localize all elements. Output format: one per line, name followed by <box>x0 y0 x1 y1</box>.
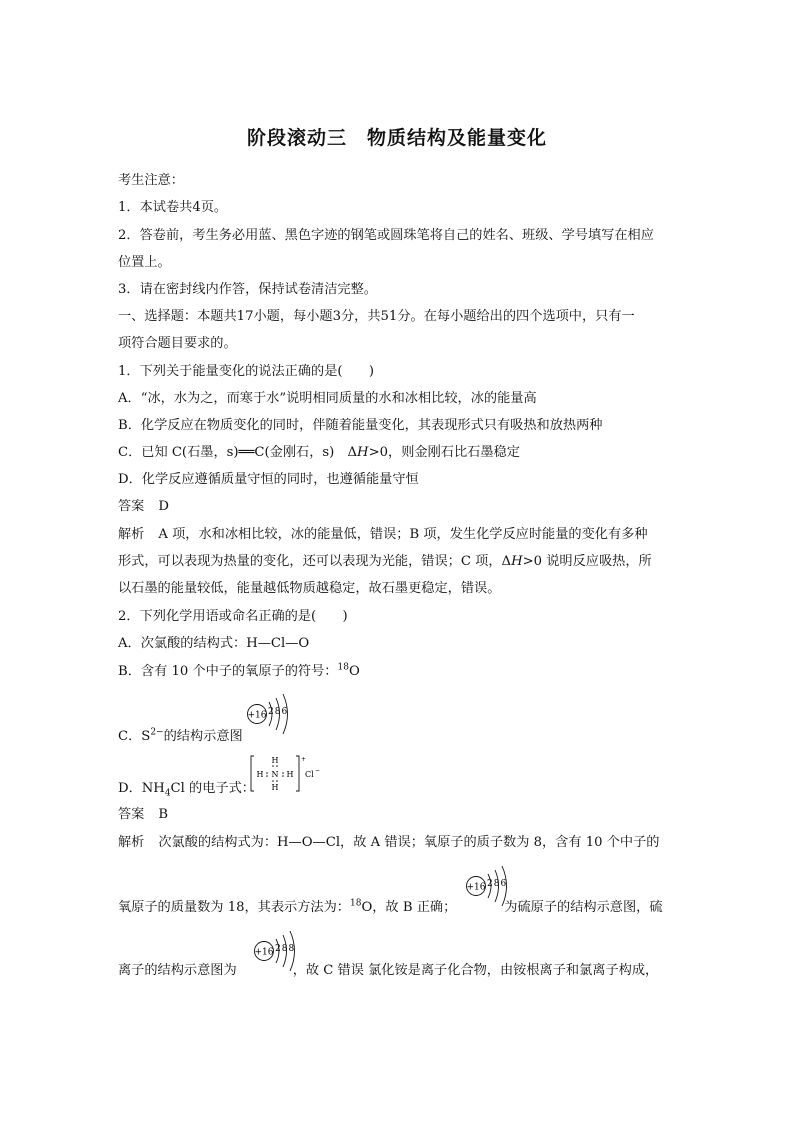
nh4cl-electron-formula <box>250 753 320 799</box>
s-atom-structure-diagram <box>464 862 524 912</box>
q1-analysis-3: 以石墨的能量较低，能量越低物质越稳定，故石墨更稳定，错误。 <box>118 581 501 596</box>
nh4-h-left: H <box>256 770 264 779</box>
q2-analysis-2 <box>118 899 663 917</box>
notice-item-2b: 位置上。 <box>118 255 171 270</box>
diagram-ion-nucleus: +16 <box>254 947 274 958</box>
q2-option-d-pre: D．NH <box>118 781 165 796</box>
q2-analysis-2-pre: 氧原子的质量数为 18，其表示方法为： <box>118 900 350 915</box>
q2-answer-label: 答案 <box>118 807 145 822</box>
cl-charge: − <box>315 767 320 774</box>
notice-item-3: 3．请在密封线内作答，保持试卷清洁完整。 <box>118 282 377 297</box>
q1-analysis-2-h: H <box>511 554 523 569</box>
q2-option-a: A．次氯酸的结构式：H—Cl—O <box>118 636 310 651</box>
diagram-c-shells: 286 <box>268 707 289 717</box>
q2-stem: 2．下列化学用语或命名正确的是( ) <box>118 609 348 624</box>
q2-analysis-3-post: ，故 C 错误 氯化铵是离子化合物，由铵根离子和氯离子构成， <box>292 963 659 978</box>
q1-analysis-label: 解析 <box>118 527 145 542</box>
q2-option-c-charge: 2− <box>150 727 164 738</box>
diagram-atom-nucleus: +16 <box>466 882 486 893</box>
s-ion-structure-diagram-c <box>245 690 305 740</box>
q2-answer <box>118 806 168 824</box>
notice-item-1: 1．本试卷共4页。 <box>118 200 228 215</box>
q2-option-d <box>118 780 255 798</box>
q1-option-d: D．化学反应遵循质量守恒的同时，也遵循能量守恒 <box>118 472 419 487</box>
q2-analysis-3 <box>118 962 658 980</box>
q2-option-c-pre: C．S <box>118 729 151 744</box>
q1-answer <box>118 498 169 516</box>
q1-analysis-1 <box>118 526 648 544</box>
notice-item-2a: 2．答卷前，考生务必用蓝、黑色字迹的钢笔或圆珠笔将自己的姓名、班级、学号填写在相应 <box>118 228 654 243</box>
q2-option-b-element: O <box>348 664 360 679</box>
nh4-h-top: H <box>271 756 279 765</box>
cl-symbol: Cl <box>305 770 314 779</box>
q1-option-b: B．化学反应在物质变化的同时，伴随着能量变化，其表现形式只有吸热和放热两种 <box>118 418 603 433</box>
nh4-n: N <box>271 770 279 779</box>
q2-analysis-1 <box>118 834 659 852</box>
q1-answer-value: D <box>158 499 169 514</box>
q2-analysis-2-element: O，故 B 正确； <box>361 900 457 915</box>
q2-option-b-mass: 18 <box>337 662 349 673</box>
q2-option-d-sub: 4 <box>164 788 171 799</box>
q1-option-c-pre: C．已知 C(石墨，s)══C(金刚石，s) Δ <box>118 445 358 460</box>
q1-analysis-2-pre: 形式，可以表现为热量的变化，还可以表现为光能，错误；C 项，Δ <box>118 554 512 569</box>
page-title: 阶段滚动三 物质结构及能量变化 <box>246 127 547 149</box>
q2-option-b-pre: B．含有 10 个中子的氧原子的符号： <box>118 664 338 679</box>
diagram-c-nucleus: +16 <box>247 710 267 721</box>
q1-option-a: A．“冰，水为之，而寒于水”说明相同质量的水和冰相比较，冰的能量高 <box>118 391 537 406</box>
q1-option-c-h: H <box>357 445 369 460</box>
diagram-ion-shells: 288 <box>275 944 296 954</box>
q1-analysis-text-1: A 项，水和冰相比较，冰的能量低，错误；B 项，发生化学反应时能量的变化有多种 <box>158 527 648 542</box>
q2-answer-value: B <box>158 807 169 822</box>
q2-option-b <box>118 663 360 681</box>
q2-analysis-3-pre: 离子的结构示意图为 <box>118 963 237 978</box>
s-ion-structure-diagram-analysis <box>252 927 312 977</box>
q2-option-c-post: 的结构示意图 <box>163 729 243 744</box>
q2-option-c <box>118 728 243 746</box>
section-intro-2: 项符合题目要求的。 <box>118 336 237 351</box>
q1-answer-label: 答案 <box>118 499 145 514</box>
q1-stem: 1．下列关于能量变化的说法正确的是( ) <box>118 364 375 379</box>
q2-analysis-2-post: 为硫原子的结构示意图，硫 <box>504 900 663 915</box>
q2-analysis-text-1: 次氯酸的结构式为：H—O—Cl，故 A 错误；氧原子的质子数为 8，含有 10 个中子的 <box>158 835 660 850</box>
q1-option-c-post: >0，则金刚石比石墨稳定 <box>368 445 520 460</box>
q1-option-c <box>118 444 520 462</box>
q1-analysis-2-post: >0 说明反应吸热，所 <box>522 554 652 569</box>
nh4-h-right: H <box>286 770 294 779</box>
nh4-charge: + <box>301 756 307 763</box>
q2-analysis-2-mass: 18 <box>349 898 362 909</box>
diagram-atom-shells: 286 <box>487 879 508 889</box>
nh4-h-bottom: H <box>271 783 279 792</box>
q2-analysis-label: 解析 <box>118 835 145 850</box>
section-intro-1: 一、选择题：本题共17小题，每小题3分，共51分。在每小题给出的四个选项中，只有一 <box>118 309 635 324</box>
q1-analysis-2 <box>118 553 652 571</box>
q2-option-d-post: Cl 的电子式： <box>170 781 255 796</box>
notice-heading: 考生注意： <box>118 173 184 188</box>
